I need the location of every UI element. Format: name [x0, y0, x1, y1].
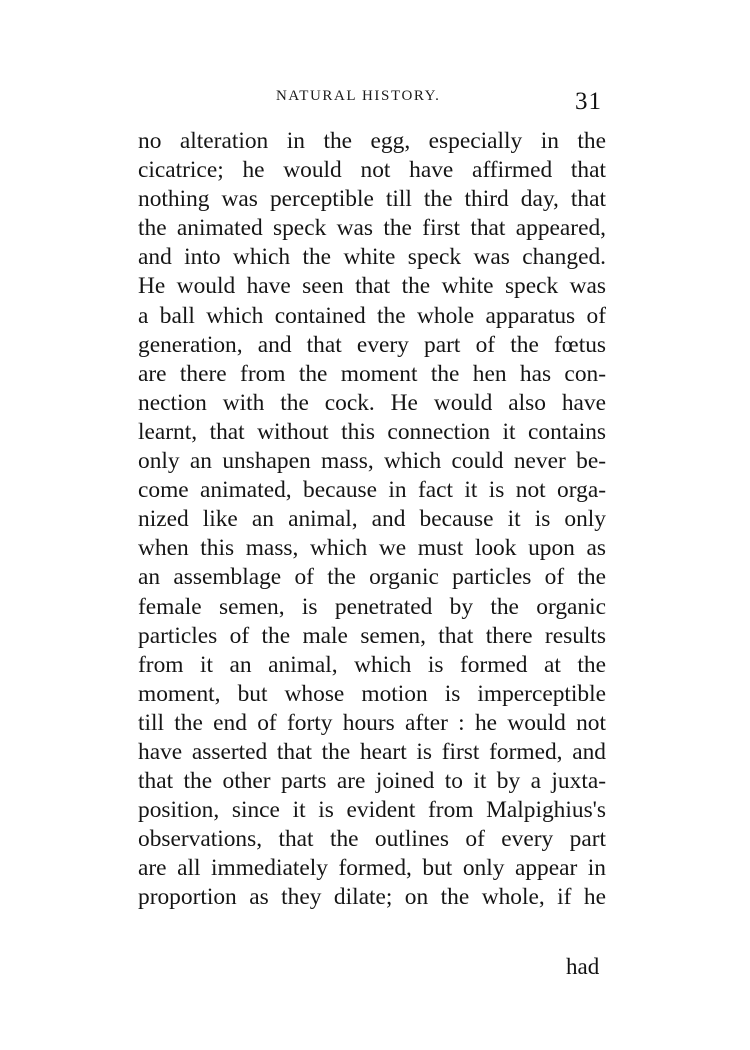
text-line: nothing was perceptible till the third day, that [138, 186, 606, 213]
text-line: position, since it is evident from Malpighius's [138, 797, 606, 824]
text-line: no alteration in the egg, especially in the [138, 128, 606, 154]
body-text [138, 127, 606, 913]
text-line: generation, and that every part of the fœtus [138, 331, 606, 358]
text-line: come animated, because in fact it is not orga- [138, 477, 606, 504]
text-line: from it an animal, which is formed at the [138, 651, 606, 678]
text-line: a ball which contained the whole apparatus of [138, 302, 606, 329]
text-line: learnt, that without this connection it contains [138, 418, 606, 445]
text-line: particles of the male semen, that there results [138, 622, 606, 649]
text-line: moment, but whose motion is imperceptible [138, 680, 606, 707]
text-line: that the other parts are joined to it by a juxta- [138, 768, 606, 795]
text-line: only an unshapen mass, which could never be- [138, 448, 606, 475]
text-line: proportion as they dilate; on the whole, if he [138, 884, 606, 911]
page-number: 31 [575, 88, 602, 115]
text-line: are all immediately formed, but only appear in [138, 855, 606, 882]
text-line: nized like an animal, and because it is only [138, 506, 606, 533]
text-line: nection with the cock. He would also have [138, 389, 606, 416]
text-line: He would have seen that the white speck was [138, 273, 606, 300]
text-line: are there from the moment the hen has con- [138, 360, 606, 387]
text-line: the animated speck was the first that appeared, [138, 215, 606, 242]
text-line: when this mass, which we must look upon as [138, 535, 606, 562]
catchword: had [566, 954, 600, 979]
text-line: till the end of forty hours after : he would not [138, 709, 606, 736]
text-line: an assemblage of the organic particles of the [138, 564, 606, 591]
text-line: female semen, is penetrated by the organic [138, 593, 606, 620]
text-line: cicatrice; he would not have affirmed that [138, 157, 606, 184]
text-line: have asserted that the heart is first formed, and [138, 738, 606, 765]
running-head: NATURAL HISTORY. [276, 88, 441, 104]
text-line: and into which the white speck was changed. [138, 244, 606, 271]
text-line: observations, that the outlines of every part [138, 826, 606, 853]
